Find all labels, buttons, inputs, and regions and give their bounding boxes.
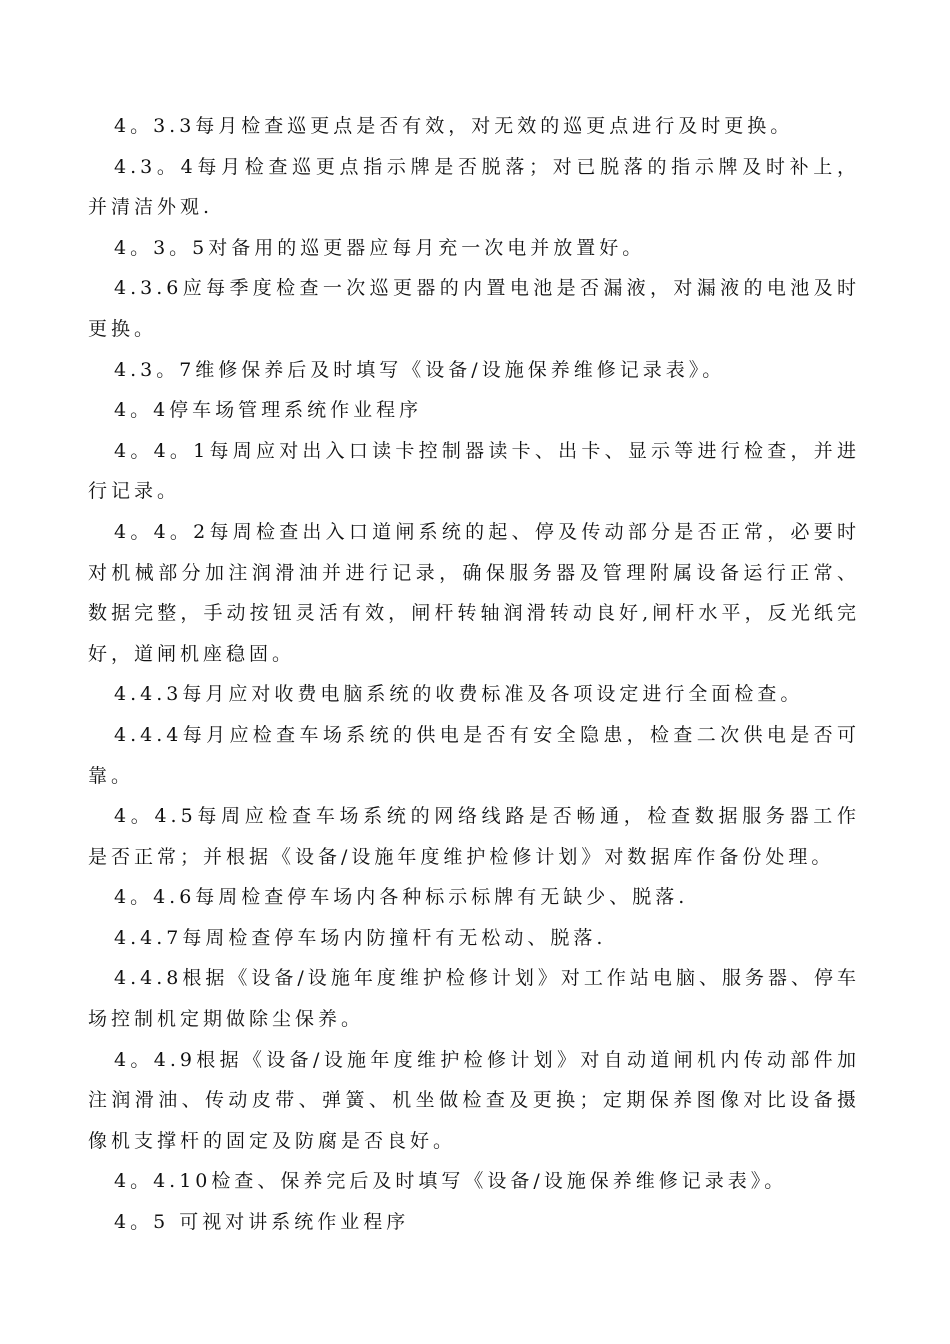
paragraph-4-4-5: 4。4.5每周应检查车场系统的网络线路是否畅通，检查数据服务器工作是否正常；并根据《设备/设施年度维护检修计划》对数据库作备份处理。 bbox=[88, 805, 860, 868]
paragraph-4-4-4: 4.4.4每月应检查车场系统的供电是否有安全隐患，检查二次供电是否可靠。 bbox=[88, 723, 860, 787]
paragraph-4-4-6: 4。4.6每周检查停车场内各种标示标牌有无缺少、脱落. bbox=[114, 886, 689, 909]
paragraph-4-4-10: 4。4.10检查、保养完后及时填写《设备/设施保养维修记录表》。 bbox=[114, 1170, 788, 1193]
paragraph-4-3-3: 4。3.3每月检查巡更点是否有效，对无效的巡更点进行及时更换。 bbox=[114, 115, 794, 137]
paragraph-4-3-7: 4.3。7维修保养后及时填写《设备/设施保养维修记录表》。 bbox=[114, 358, 726, 381]
section-heading-4-5: 4。5 可视对讲系统作业程序 bbox=[114, 1211, 410, 1234]
paragraph-4-3-5: 4。3。5对备用的巡更器应每月充一次电并放置好。 bbox=[114, 236, 646, 259]
document-body bbox=[88, 106, 860, 1243]
paragraph-4-4-8: 4.4.8根据《设备/设施年度维护检修计划》对工作站电脑、服务器、停车场控制机定期做除尘保养。 bbox=[88, 967, 860, 1031]
paragraph-4-4-1: 4。4。1每周应对出入口读卡控制器读卡、出卡、显示等进行检查，并进行记录。 bbox=[88, 439, 860, 503]
paragraph-4-3-4: 4.3。4每月检查巡更点指示牌是否脱落；对已脱落的指示牌及时补上，并清洁外观. bbox=[88, 155, 860, 219]
paragraph-4-3-6: 4.3.6应每季度检查一次巡更器的内置电池是否漏液，对漏液的电池及时更换。 bbox=[88, 277, 860, 340]
paragraph-4-4-7: 4.4.7每周检查停车场内防撞杆有无松动、脱落. bbox=[114, 926, 607, 949]
paragraph-4-4-9: 4。4.9根据《设备/设施年度维护检修计划》对自动道闸机内传动部件加注润滑油、传动皮带、弹簧、机坐做检查及更换；定期保养图像对比设备摄像机支撑杆的固定及防腐是否良好。 bbox=[88, 1048, 860, 1152]
paragraph-4-4-3: 4.4.3每月应对收费电脑系统的收费标准及各项设定进行全面检查。 bbox=[114, 683, 804, 706]
section-heading-4-4: 4。4停车场管理系统作业程序 bbox=[114, 399, 423, 422]
paragraph-4-4-2: 4。4。2每周检查出入口道闸系统的起、停及传动部分是否正常，必要时对机械部分加注润滑油并进行记录，确保服务器及管理附属设备运行正常、数据完整，手动按钮灵活有效，闸杆转轴润滑转动良好,闸杆水平，反光纸完好，道闸机座稳固。 bbox=[88, 520, 860, 665]
